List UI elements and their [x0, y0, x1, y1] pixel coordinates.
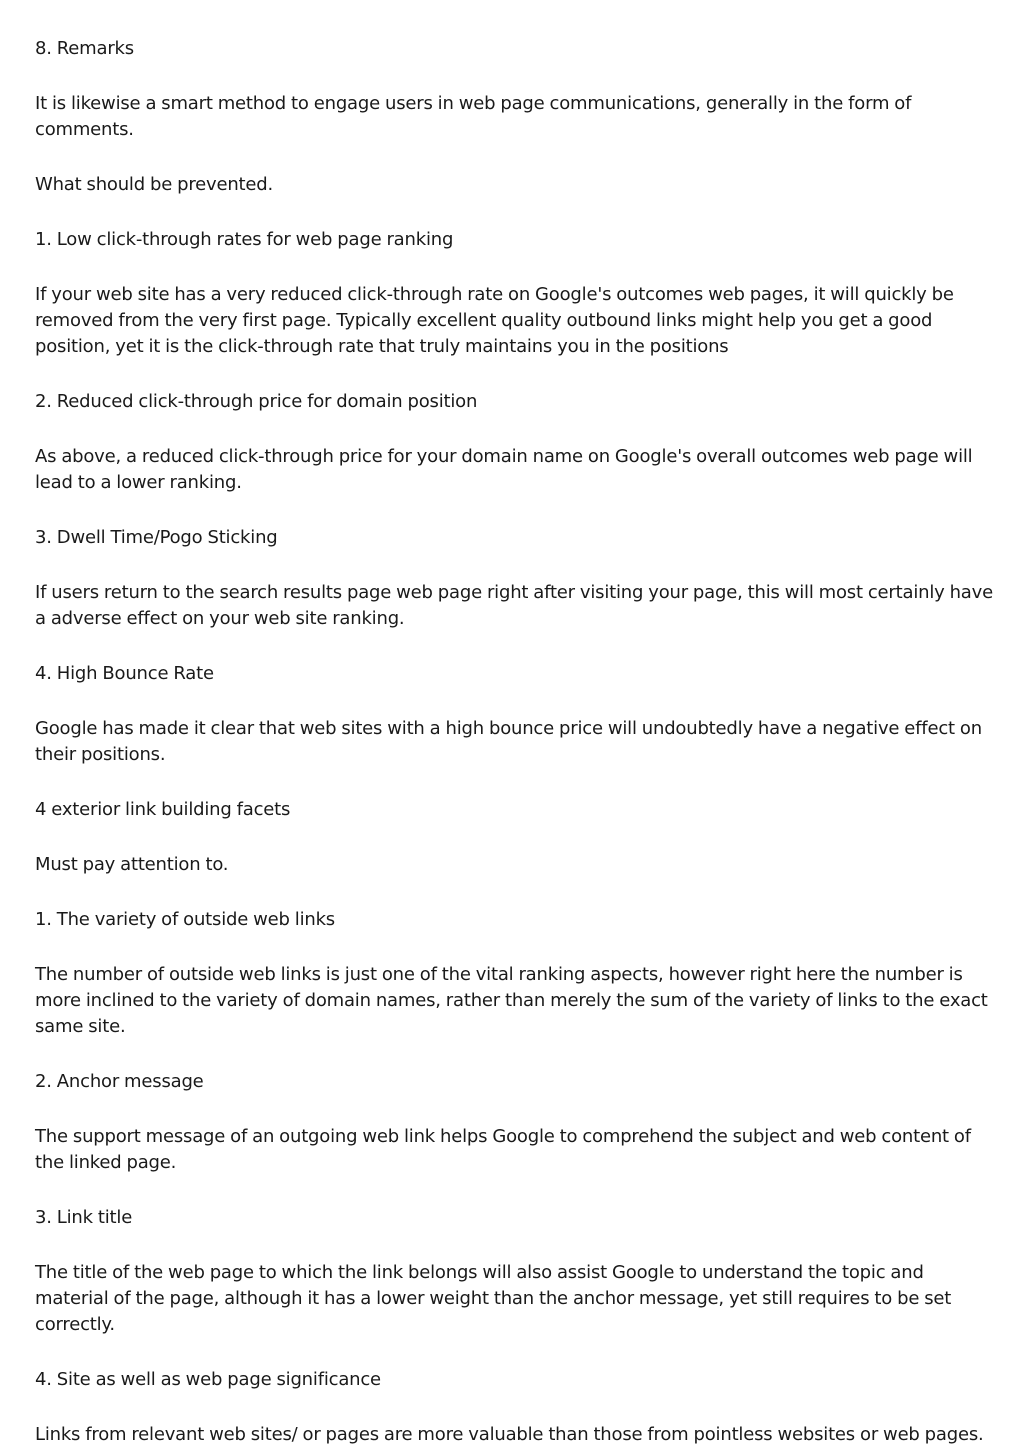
list-heading: 1. The variety of outside web links	[35, 909, 335, 930]
list-heading: 4. High Bounce Rate	[35, 663, 214, 684]
body-paragraph: Google has made it clear that web sites with a high bounce price will undoubtedly have a negative effect on their positions.	[35, 718, 982, 765]
body-paragraph: If users return to the search results page web page right after visiting your page, this will most certainly have a adverse effect on your web site ranking.	[35, 582, 993, 629]
section-heading: 4 exterior link building facets	[35, 799, 291, 820]
body-paragraph: It is likewise a smart method to engage users in web page communications, generally in the form of comments.	[35, 93, 912, 140]
list-heading: 2. Anchor message	[35, 1071, 204, 1092]
body-paragraph: The support message of an outgoing web link helps Google to comprehend the subject and web content of the linked page.	[35, 1126, 971, 1173]
section-heading: 8. Remarks	[35, 38, 134, 59]
body-paragraph: Links from relevant web sites/ or pages are more valuable than those from pointless websites or web pages.	[35, 1424, 984, 1445]
list-heading: 3. Dwell Time/Pogo Sticking	[35, 527, 278, 548]
body-paragraph: The number of outside web links is just one of the vital ranking aspects, however right here the number is more inclined to the variety of domain names, rather than merely the sum of the variety of links to the exact same site.	[35, 964, 988, 1037]
section-heading: What should be prevented.	[35, 174, 274, 195]
body-paragraph: If your web site has a very reduced click-through rate on Google's outcomes web pages, it will quickly be removed from the very first page. Typically excellent quality outbound links might help you get a good position, yet it is the click-through rate that truly maintains you in the positions	[35, 284, 954, 357]
document-page	[35, 36, 993, 1448]
list-heading: 2. Reduced click-through price for domain position	[35, 391, 478, 412]
body-paragraph: Must pay attention to.	[35, 854, 229, 875]
list-heading: 4. Site as well as web page significance	[35, 1369, 381, 1390]
list-heading: 3. Link title	[35, 1207, 133, 1228]
body-paragraph: As above, a reduced click-through price for your domain name on Google's overall outcomes web page will lead to a lower ranking.	[35, 446, 973, 493]
body-paragraph: The title of the web page to which the link belongs will also assist Google to understand the topic and material of the page, although it has a lower weight than the anchor message, yet still requires to be set correctly.	[35, 1262, 952, 1335]
list-heading: 1. Low click-through rates for web page ranking	[35, 229, 454, 250]
